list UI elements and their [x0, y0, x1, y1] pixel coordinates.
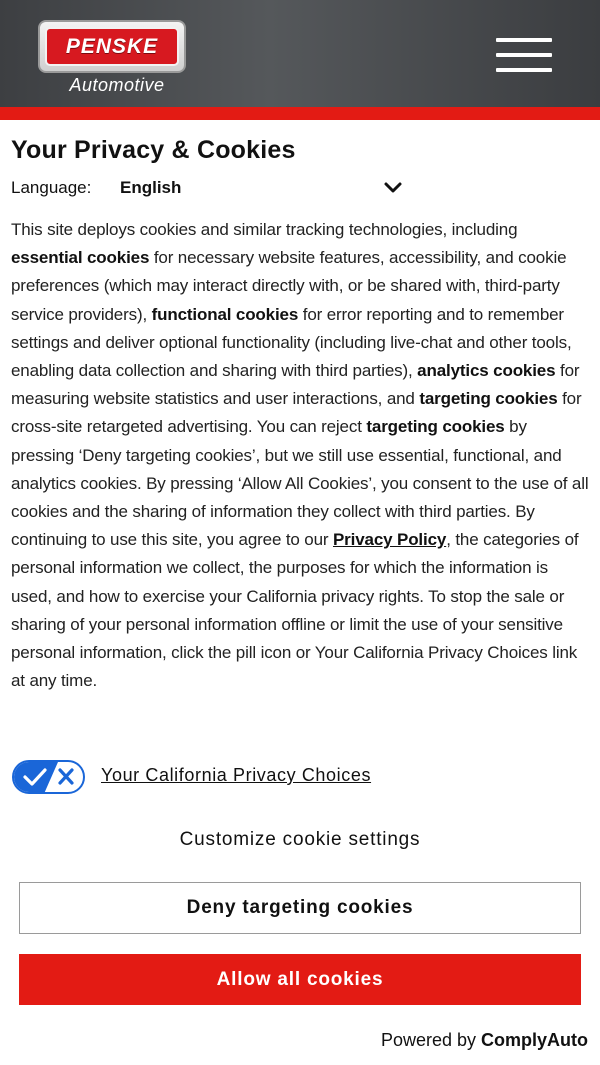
notice-text-part: for cross-site retargeted advertising. You can reject	[11, 389, 582, 437]
logo-subtitle: Automotive	[69, 75, 165, 95]
powered-by	[381, 1030, 588, 1051]
language-label: Language:	[11, 178, 92, 197]
california-privacy-choices-link[interactable]: Your California Privacy Choices	[101, 765, 372, 785]
hamburger-menu-icon[interactable]	[496, 38, 554, 74]
complyauto-brand-link[interactable]: ComplyAuto	[481, 1030, 588, 1050]
language-selector[interactable]	[11, 176, 406, 200]
targeting-cookies-term: targeting cookies	[366, 417, 505, 437]
chevron-down-icon[interactable]	[383, 180, 403, 196]
essential-cookies-term: essential cookies	[11, 248, 150, 268]
notice-text-part: by pressing ‘Deny targeting cookies’, but we still use essential, functional, and analytics cookies. By pressing ‘Allow All Cookies’, you consent to the use of all cookies and the sharing of information they collect with third parties. By continuing to use this site, you agree to our	[11, 417, 589, 550]
notice-text-part: for measuring website statistics and user interactions, and	[11, 361, 580, 409]
privacy-options-pill-icon[interactable]	[12, 760, 85, 794]
menu-line-bottom	[496, 68, 552, 72]
menu-line-middle	[496, 53, 552, 57]
targeting-cookies-term: targeting cookies	[419, 389, 558, 409]
dialog-title: Your Privacy & Cookies	[11, 136, 296, 164]
functional-cookies-term: functional cookies	[151, 304, 299, 324]
analytics-cookies-term: analytics cookies	[417, 361, 556, 381]
header-accent-bar	[0, 107, 600, 120]
notice-text-part: for necessary website features, accessibility, and cookie preferences (which may interact directly with, or be shared with, third-party service providers),	[11, 248, 567, 324]
notice-text-part: for error reporting and to remember settings and deliver optional functionality (including live-chat and other tools, enabling data collection and sharing with third parties),	[11, 304, 572, 381]
cookie-notice-text	[11, 216, 593, 695]
allow-all-cookies-button[interactable]: Allow all cookies	[19, 954, 581, 1005]
check-x-icon	[14, 762, 83, 792]
logo-plate-inner	[45, 27, 179, 66]
powered-by-prefix: Powered by	[380, 1030, 481, 1050]
deny-targeting-cookies-button[interactable]: Deny targeting cookies	[19, 882, 581, 934]
menu-line-top	[496, 38, 552, 42]
notice-text-part: , the categories of personal information we collect, the purposes for which the information is used, and how to exercise your California privacy rights. To stop the sale or sharing of your personal information offline or limit the use of your sensitive personal information, click the pill icon or Your California Privacy Choices link at any time.	[11, 530, 579, 691]
penske-automotive-logo[interactable]	[38, 20, 186, 98]
notice-text-part: This site deploys cookies and similar tracking technologies, including	[11, 220, 518, 239]
language-value[interactable]: English	[120, 178, 182, 197]
logo-wordmark: PENSKE	[65, 34, 159, 58]
site-header	[0, 0, 600, 108]
customize-cookie-settings-button[interactable]: Customize cookie settings	[0, 829, 600, 851]
privacy-policy-link[interactable]: Privacy Policy	[332, 530, 447, 550]
california-privacy-row	[12, 760, 432, 794]
logo-plate	[38, 20, 186, 73]
